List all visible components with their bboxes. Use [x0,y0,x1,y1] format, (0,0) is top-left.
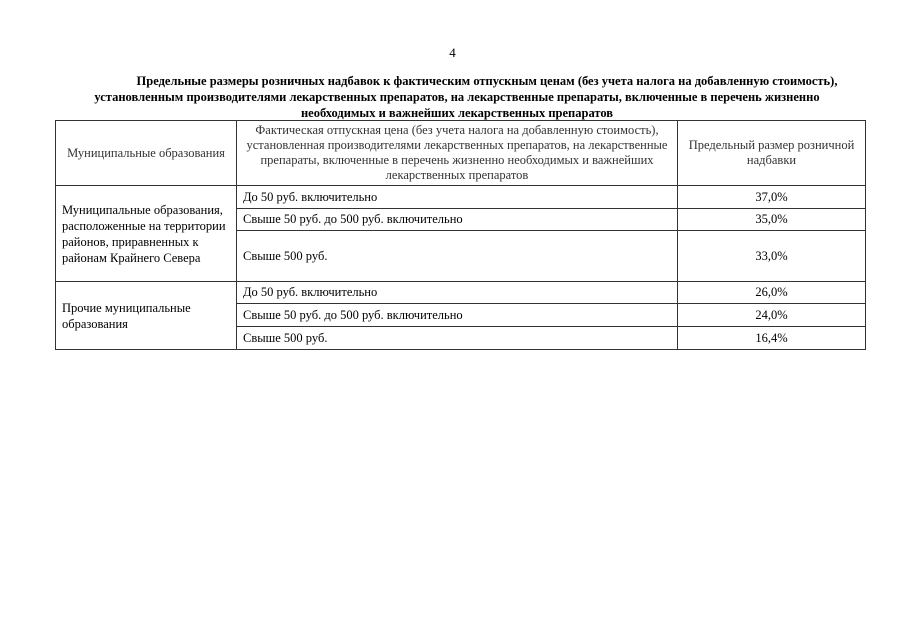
region-cell: Муниципальные образования, расположенные на территории районов, приравненных к районам Крайнего Севера [56,186,237,282]
markup-cell: 24,0% [678,304,866,327]
markup-cell: 35,0% [678,209,866,231]
header-markup: Предельный размер розничной надбавки [678,121,866,186]
price-cell: Свыше 50 руб. до 500 руб. включительно [237,209,678,231]
price-cell: Свыше 50 руб. до 500 руб. включительно [237,304,678,327]
table-row [56,282,866,304]
document-title: Предельные размеры розничных надбавок к фактическим отпускным ценам (без учета налога на добавленную стоимость), установленным производителями лекарственных препаратов, на лекарственные препараты, включенные в перечень жизненно необходимых и важнейших лекарственных препаратов [94,74,838,120]
price-cell: До 50 руб. включительно [237,186,678,209]
table-row [56,186,866,209]
price-cell: Свыше 500 руб. [237,231,678,282]
markup-table [55,120,866,350]
price-cell: Свыше 500 руб. [237,327,678,350]
table-header-row [56,121,866,186]
header-price: Фактическая отпускная цена (без учета налога на добавленную стоимость), установленная производителями лекарственных препаратов, на лекарственные препараты, включенные в перечень жизненно необходимых и важнейших лекарственных препаратов [237,121,678,186]
markup-cell: 37,0% [678,186,866,209]
markup-cell: 33,0% [678,231,866,282]
region-cell: Прочие муниципальные образования [56,282,237,350]
markup-cell: 26,0% [678,282,866,304]
price-cell: До 50 руб. включительно [237,282,678,304]
markup-cell: 16,4% [678,327,866,350]
header-municipal: Муниципальные образования [56,121,237,186]
page-number: 4 [449,45,456,60]
